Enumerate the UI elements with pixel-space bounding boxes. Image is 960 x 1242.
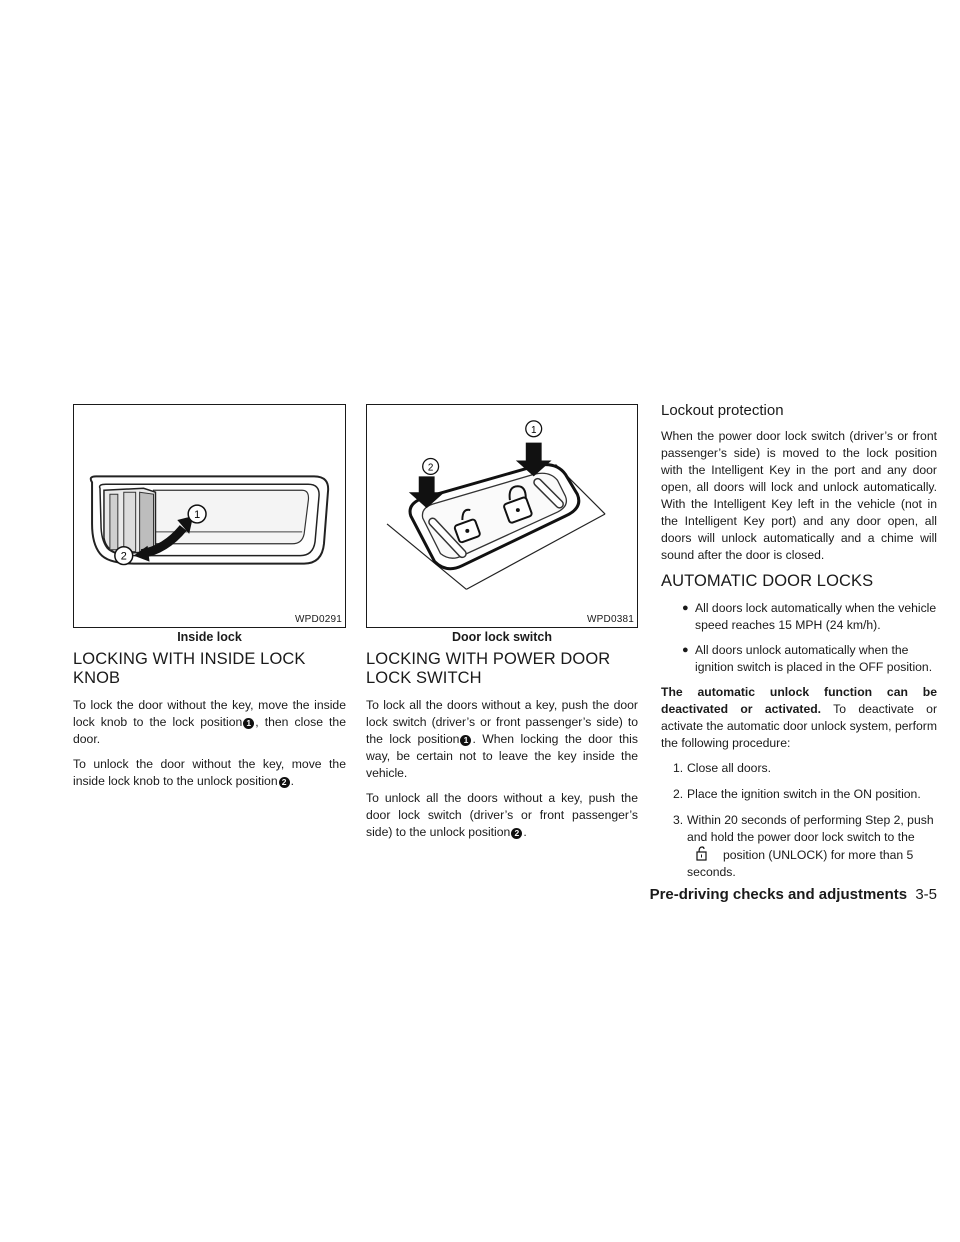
list-item: ● All doors unlock automatically when the ignition switch is placed in the OFF position. (682, 643, 933, 674)
paragraph-procedure-intro: The automatic unlock function can be deactivated or activated. To deactivate or activate the automatic door unlock system, perform the following procedure: (661, 685, 938, 750)
unlock-icon (691, 846, 711, 861)
page-number: 3-5 (915, 886, 937, 903)
figure-caption: Door lock switch (451, 630, 553, 644)
callout-1: 1 (530, 424, 537, 436)
section-heading: LOCKING WITH POWER DOOR LOCK SWITCH (366, 650, 611, 687)
list-item: 1. Close all doors. (673, 761, 771, 775)
bullet-list (661, 600, 937, 676)
list-item: 3. Within 20 seconds of performing Step 2, push and hold the power door lock switch to the position (UNLOCK) for more than 5 seconds. (673, 813, 934, 879)
subsection-heading: Lockout protection (661, 402, 784, 419)
figure-caption: Inside lock (177, 630, 242, 644)
door-lock-switch-illustration (367, 405, 637, 627)
section-heading: LOCKING WITH INSIDE LOCK KNOB (73, 650, 306, 687)
paragraph-unlock: To unlock the door without the key, move the inside lock knob to the unlock position 2 . (73, 757, 346, 788)
column-inside-lock (73, 404, 346, 798)
callout-1-icon: 1 (460, 735, 471, 746)
callout-2: 2 (120, 550, 127, 563)
footer-section-title: Pre-driving checks and adjustments (649, 886, 908, 903)
figure-id: WPD0291 (295, 614, 342, 625)
figure-inside-lock (73, 404, 346, 628)
callout-1-icon: 1 (243, 718, 254, 729)
paragraph-unlock: To unlock all the doors without a key, push the door lock switch (driver’s or front passenger’s side) to the unlock position 2 . (366, 791, 638, 839)
column-lockout-auto (661, 402, 937, 890)
figure-id: WPD0381 (587, 614, 634, 625)
callout-1: 1 (194, 508, 201, 521)
section-heading: AUTOMATIC DOOR LOCKS (661, 572, 874, 590)
callout-2-icon: 2 (511, 828, 522, 839)
list-item: 2. Place the ignition switch in the ON position. (673, 787, 921, 801)
paragraph-lock: To lock the door without the key, move the inside lock knob to the lock position 1 , then close the door. (73, 698, 346, 746)
paragraph-lockout: When the power door lock switch (driver’s or front passenger’s side) is moved to the lock position with the Intelligent Key in the port and any door open, all doors will lock and unlock automatically. With the Intelligent Key left in the vehicle (not in the Intelligent Key port) and any door open, all doors will unlock automatically and a chime will sound after the door is closed. (661, 429, 937, 562)
column-power-lock (366, 404, 638, 849)
bullet-icon: ● (682, 602, 689, 614)
callout-2: 2 (427, 462, 434, 474)
inside-lock-illustration (74, 405, 345, 627)
paragraph-lock: To lock all the doors without a key, push the door lock switch (driver’s or front passenger’s side) to the lock position 1 . When locking the door this way, be certain not to leave the key inside the vehicle. (366, 698, 638, 780)
step-list (661, 760, 937, 881)
figure-door-lock-switch (366, 404, 638, 628)
page-footer (650, 886, 937, 903)
callout-2-icon: 2 (279, 777, 290, 788)
bullet-icon: ● (682, 644, 689, 656)
list-item: ● All doors lock automatically when the vehicle speed reaches 15 MPH (24 km/h). (682, 601, 937, 632)
